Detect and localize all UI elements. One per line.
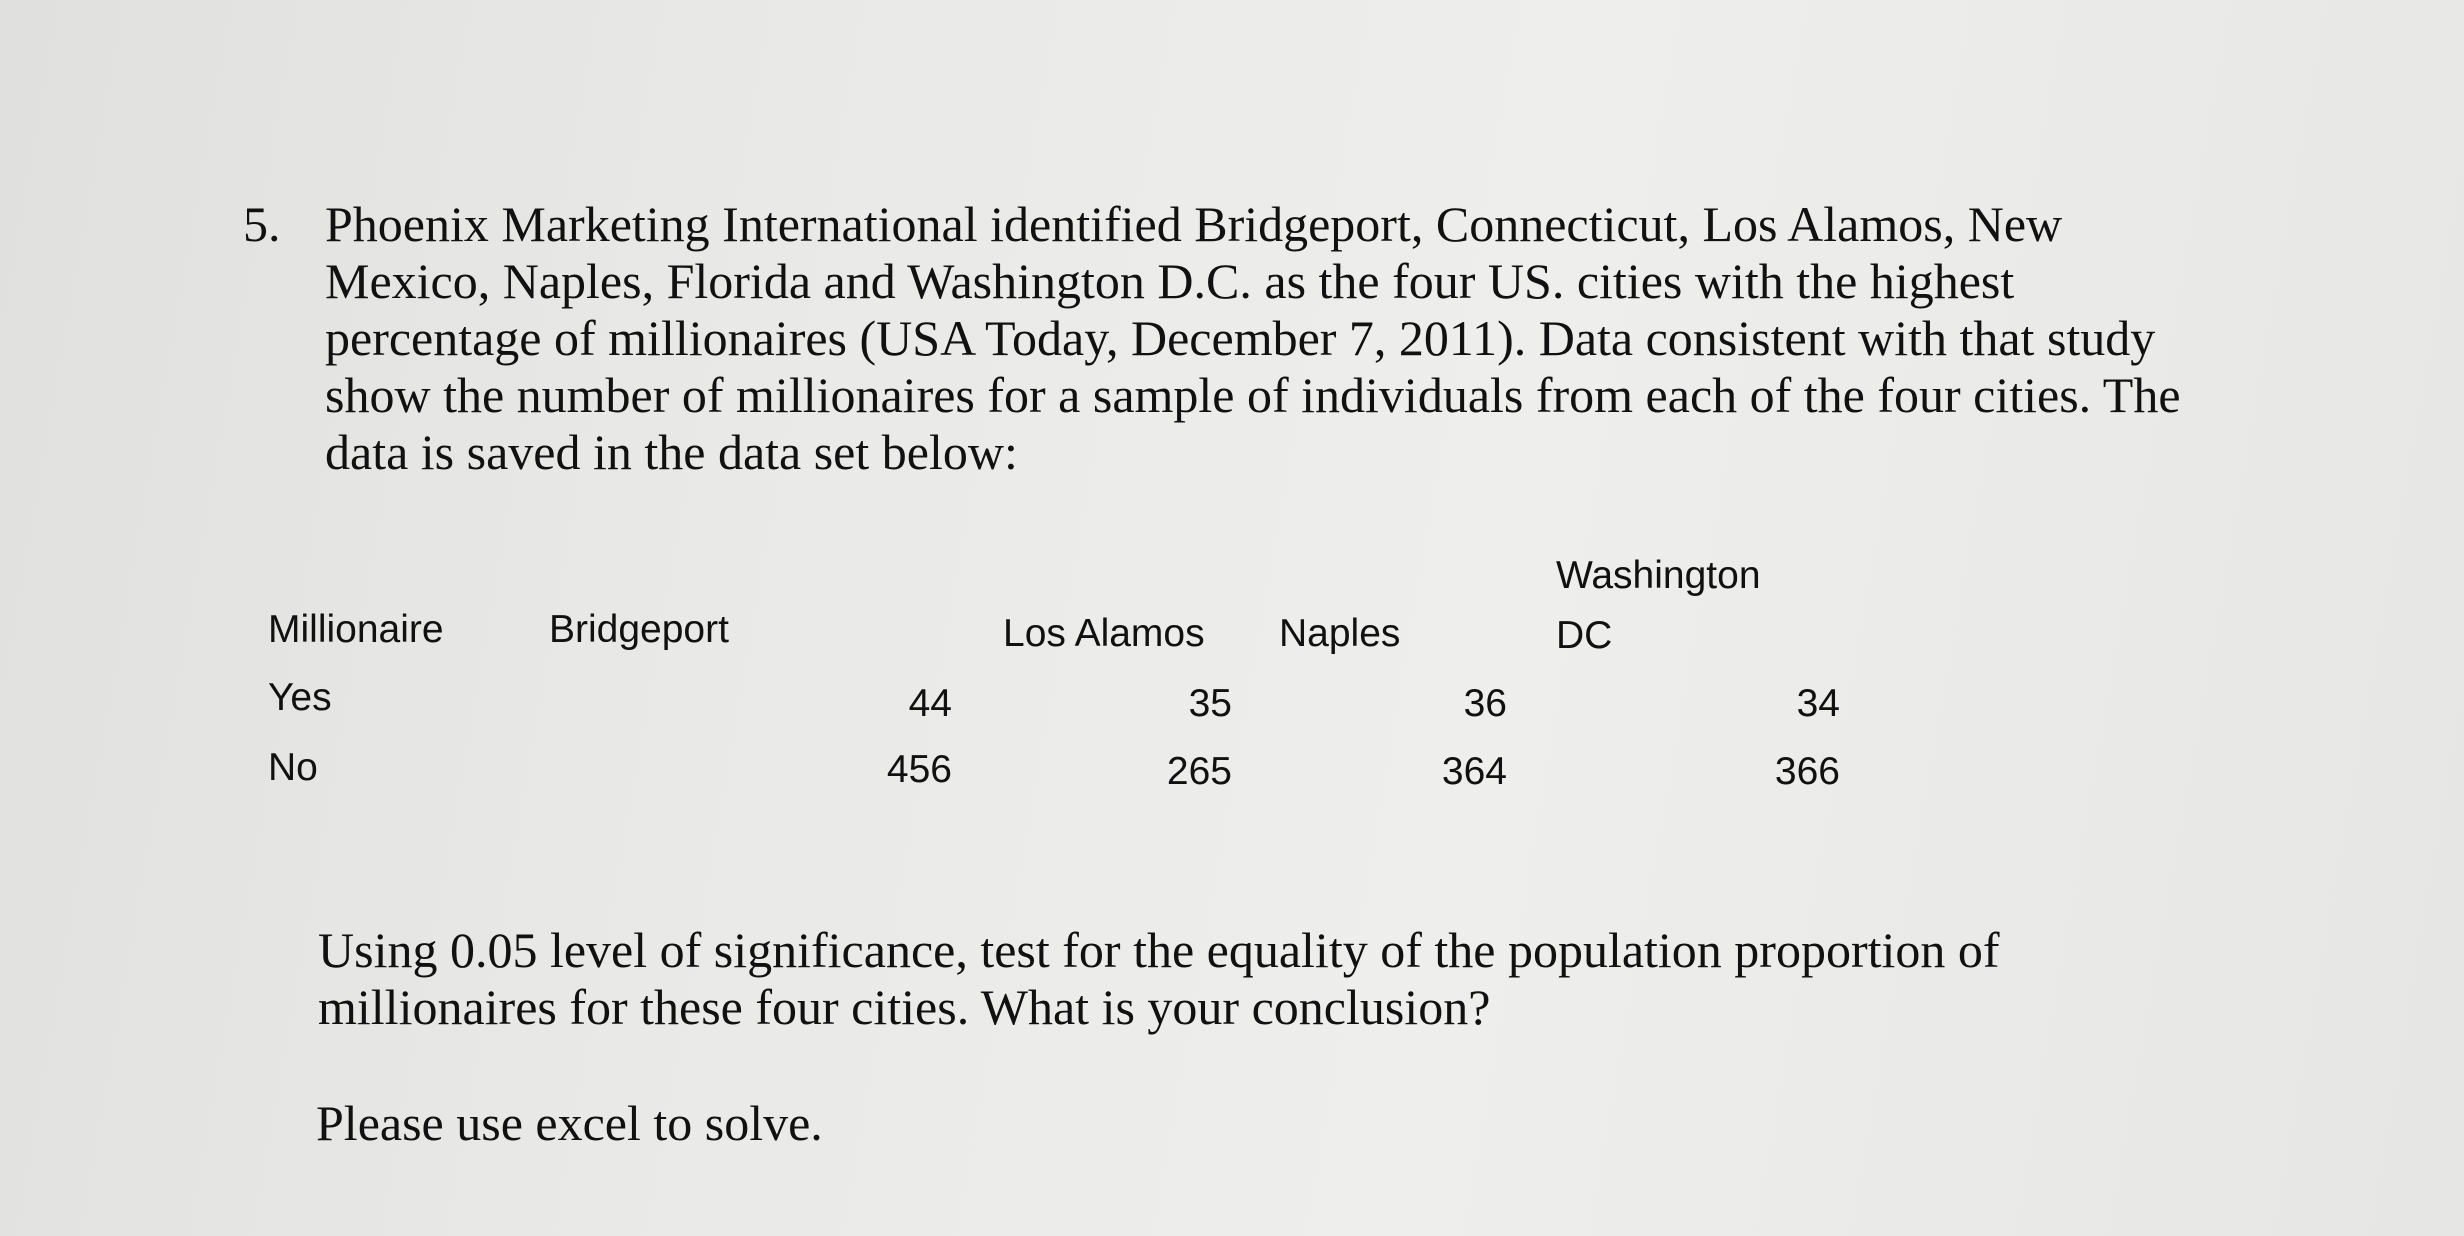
header-naples: Naples [1279, 612, 1401, 655]
cell-washington-no: 366 [1774, 750, 1840, 793]
question-number: 5. [243, 196, 281, 252]
cell-bridgeport-no: 456 [886, 748, 952, 791]
header-bridgeport: Bridgeport [549, 608, 729, 651]
row-label-yes: Yes [268, 676, 332, 719]
header-los-alamos: Los Alamos [1003, 612, 1205, 655]
question-line: percentage of millionaires (USA Today, December 7, 2011). Data consistent with that study [325, 310, 2156, 366]
cell-naples-yes: 36 [1463, 682, 1507, 725]
instruction-block [318, 922, 2000, 1036]
header-washington: Washington [1556, 554, 1761, 597]
header-millionaire: Millionaire [268, 608, 444, 651]
row-label-no: No [268, 746, 318, 789]
header-washington-dc: DC [1556, 614, 1613, 657]
instruction-line: millionaires for these four cities. What is your conclusion? [318, 979, 1491, 1035]
cell-los-alamos-yes: 35 [1188, 682, 1232, 725]
cell-los-alamos-no: 265 [1166, 750, 1232, 793]
question-line: Phoenix Marketing International identified Bridgeport, Connecticut, Los Alamos, New [325, 196, 2063, 252]
question-line: show the number of millionaires for a sample of individuals from each of the four cities. The [325, 367, 2181, 423]
instruction-line: Using 0.05 level of significance, test for the equality of the population proportion of [318, 922, 2000, 978]
cell-washington-yes: 34 [1796, 682, 1840, 725]
question-line: Mexico, Naples, Florida and Washington D.C. as the four US. cities with the highest [325, 253, 2015, 309]
question-text [325, 196, 2300, 481]
cell-bridgeport-yes: 44 [908, 682, 952, 725]
cell-naples-no: 364 [1441, 750, 1507, 793]
excel-note: Please use excel to solve. [316, 1095, 823, 1151]
question-line: data is saved in the data set below: [325, 424, 1018, 480]
